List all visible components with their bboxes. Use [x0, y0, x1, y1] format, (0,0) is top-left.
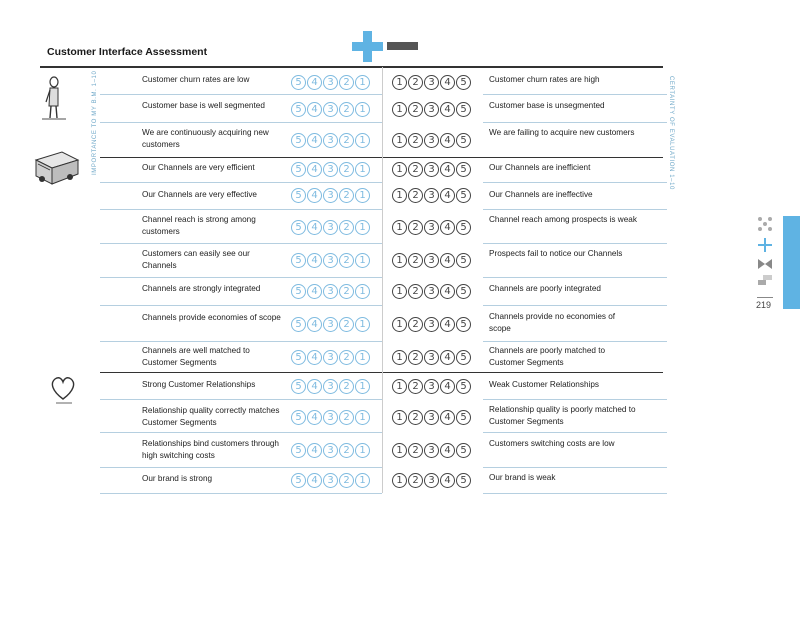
- rating-option[interactable]: 4: [440, 410, 455, 425]
- left-statement: Relationships bind customers through high switching costs: [142, 439, 279, 460]
- rating-option[interactable]: 5: [456, 75, 471, 90]
- rating-option[interactable]: 1: [355, 443, 370, 458]
- rating-option[interactable]: 3: [323, 133, 338, 148]
- importance-scale[interactable]: [291, 75, 370, 90]
- rating-option[interactable]: 1: [392, 133, 407, 148]
- rating-option[interactable]: 2: [339, 75, 354, 90]
- rating-option[interactable]: 2: [408, 284, 423, 299]
- rating-option[interactable]: 1: [355, 75, 370, 90]
- rating-option[interactable]: 3: [323, 162, 338, 177]
- rating-option[interactable]: 4: [307, 188, 322, 203]
- rating-option[interactable]: 1: [392, 443, 407, 458]
- certainty-scale[interactable]: [392, 220, 471, 235]
- rating-option[interactable]: 1: [392, 102, 407, 117]
- rating-option[interactable]: 1: [392, 162, 407, 177]
- left-statement: Channels are strongly integrated: [142, 284, 261, 293]
- rating-option[interactable]: 5: [291, 443, 306, 458]
- importance-scale[interactable]: [291, 253, 370, 268]
- rating-option[interactable]: 3: [424, 102, 439, 117]
- rating-option[interactable]: 4: [440, 162, 455, 177]
- rating-option[interactable]: 3: [323, 220, 338, 235]
- certainty-scale[interactable]: [392, 188, 471, 203]
- rating-option[interactable]: 2: [339, 162, 354, 177]
- rating-option[interactable]: 1: [392, 410, 407, 425]
- importance-scale[interactable]: [291, 162, 370, 177]
- heart-icon: [48, 373, 78, 407]
- rating-option[interactable]: 5: [456, 188, 471, 203]
- rating-option[interactable]: 2: [339, 220, 354, 235]
- rating-option[interactable]: 3: [424, 379, 439, 394]
- rating-option[interactable]: 5: [291, 102, 306, 117]
- rating-option[interactable]: 5: [456, 473, 471, 488]
- importance-scale[interactable]: [291, 284, 370, 299]
- person-figure-icon: [38, 76, 68, 122]
- rating-option[interactable]: 2: [408, 162, 423, 177]
- importance-axis-label: IMPORTANCE TO MY B.M. 1–10: [92, 70, 98, 175]
- assessment-row: [100, 158, 667, 183]
- rating-option[interactable]: 1: [355, 102, 370, 117]
- rating-option[interactable]: 2: [408, 253, 423, 268]
- rating-option[interactable]: 4: [307, 317, 322, 332]
- rating-option[interactable]: 1: [392, 284, 407, 299]
- rating-option[interactable]: 3: [323, 350, 338, 365]
- rating-option[interactable]: 4: [440, 220, 455, 235]
- rating-option[interactable]: 5: [291, 410, 306, 425]
- rating-option[interactable]: 4: [440, 188, 455, 203]
- rating-option[interactable]: 2: [339, 284, 354, 299]
- rating-option[interactable]: 4: [307, 162, 322, 177]
- certainty-axis-label: CERTAINTY OF EVALUATION 1–10: [668, 76, 674, 190]
- rating-option[interactable]: 2: [408, 443, 423, 458]
- rating-option[interactable]: 1: [392, 317, 407, 332]
- right-statement: Customer churn rates are high: [489, 75, 600, 84]
- rating-option[interactable]: 2: [339, 317, 354, 332]
- rating-option[interactable]: 5: [291, 317, 306, 332]
- certainty-scale[interactable]: [392, 162, 471, 177]
- rating-option[interactable]: 1: [355, 253, 370, 268]
- rating-option[interactable]: 1: [392, 188, 407, 203]
- rating-option[interactable]: 1: [392, 220, 407, 235]
- rating-option[interactable]: 2: [408, 410, 423, 425]
- rating-option[interactable]: 2: [408, 317, 423, 332]
- rating-option[interactable]: 5: [456, 379, 471, 394]
- rating-option[interactable]: 4: [440, 284, 455, 299]
- certainty-scale[interactable]: [392, 443, 471, 458]
- page-title: Customer Interface Assessment: [47, 46, 208, 58]
- rating-option[interactable]: 3: [323, 188, 338, 203]
- rating-option[interactable]: 1: [355, 410, 370, 425]
- truck-icon: [32, 148, 82, 192]
- assessment-row: [100, 307, 667, 342]
- importance-scale[interactable]: [291, 188, 370, 203]
- rating-option[interactable]: 3: [424, 473, 439, 488]
- rating-option[interactable]: 2: [408, 473, 423, 488]
- rating-option[interactable]: 1: [355, 284, 370, 299]
- rating-option[interactable]: 4: [440, 253, 455, 268]
- assessment-row: [100, 184, 667, 210]
- assessment-row: [100, 124, 667, 157]
- rating-option[interactable]: 1: [392, 253, 407, 268]
- importance-scale[interactable]: [291, 473, 370, 488]
- rating-option[interactable]: 4: [307, 75, 322, 90]
- rating-option[interactable]: 2: [339, 253, 354, 268]
- page-number-rule: [757, 297, 773, 298]
- left-statement: We are continuously acquiring new customers: [142, 128, 269, 149]
- rating-option[interactable]: 5: [456, 284, 471, 299]
- assessment-row: [100, 211, 667, 244]
- rating-option[interactable]: 3: [424, 133, 439, 148]
- rating-option[interactable]: 3: [424, 350, 439, 365]
- rating-option[interactable]: 2: [408, 220, 423, 235]
- left-statement: Channel reach is strong among customers: [142, 215, 256, 236]
- rating-option[interactable]: 5: [456, 443, 471, 458]
- rating-option[interactable]: 1: [355, 162, 370, 177]
- right-statement: Channels are poorly matched to Customer Segments: [489, 346, 606, 367]
- page-number: 219: [756, 300, 772, 310]
- assessment-row: [100, 72, 667, 95]
- rating-option[interactable]: 2: [408, 133, 423, 148]
- rating-option[interactable]: 5: [291, 379, 306, 394]
- dots-icon: [756, 215, 774, 233]
- rating-option[interactable]: 1: [392, 350, 407, 365]
- certainty-scale[interactable]: [392, 253, 471, 268]
- rating-option[interactable]: 5: [291, 473, 306, 488]
- bowtie-icon: [757, 258, 773, 270]
- left-statement: Our Channels are very efficient: [142, 163, 255, 172]
- left-statement: Strong Customer Relationships: [142, 380, 256, 389]
- right-statement: Prospects fail to notice our Channels: [489, 249, 623, 258]
- rating-option[interactable]: 3: [424, 253, 439, 268]
- rating-option[interactable]: 2: [339, 102, 354, 117]
- rating-option[interactable]: 4: [307, 102, 322, 117]
- rating-option[interactable]: 5: [291, 162, 306, 177]
- right-statement: Relationship quality is poorly matched to Customer Segments: [489, 405, 636, 426]
- importance-scale[interactable]: [291, 410, 370, 425]
- assessment-row: [100, 434, 667, 468]
- left-statement: Customers can easily see our Channels: [142, 249, 250, 270]
- importance-scale[interactable]: [291, 102, 370, 117]
- rating-option[interactable]: 1: [392, 473, 407, 488]
- rating-option[interactable]: 3: [323, 317, 338, 332]
- rating-option[interactable]: 5: [291, 75, 306, 90]
- rating-option[interactable]: 3: [323, 473, 338, 488]
- left-statement: Our Channels are very effective: [142, 190, 257, 199]
- rating-option[interactable]: 2: [339, 410, 354, 425]
- certainty-scale[interactable]: [392, 317, 471, 332]
- certainty-scale[interactable]: [392, 379, 471, 394]
- rating-option[interactable]: 5: [291, 220, 306, 235]
- rating-option[interactable]: 5: [291, 350, 306, 365]
- right-statement: Customers switching costs are low: [489, 439, 615, 448]
- right-statement: Our brand is weak: [489, 473, 556, 482]
- rating-option[interactable]: 2: [408, 188, 423, 203]
- rating-option[interactable]: 5: [456, 220, 471, 235]
- rating-option[interactable]: 4: [440, 379, 455, 394]
- rating-option[interactable]: 3: [323, 75, 338, 90]
- rating-option[interactable]: 4: [440, 133, 455, 148]
- rating-option[interactable]: 5: [456, 317, 471, 332]
- header-rule: [40, 66, 663, 68]
- assessment-row: [100, 245, 667, 278]
- rating-option[interactable]: 4: [307, 379, 322, 394]
- rating-option[interactable]: 2: [339, 188, 354, 203]
- importance-scale[interactable]: [291, 379, 370, 394]
- importance-scale[interactable]: [291, 443, 370, 458]
- rating-option[interactable]: 3: [323, 443, 338, 458]
- rating-option[interactable]: 2: [339, 443, 354, 458]
- plus-nav-icon: [757, 237, 773, 253]
- rating-option[interactable]: 4: [307, 284, 322, 299]
- rating-option[interactable]: 3: [424, 443, 439, 458]
- certainty-scale[interactable]: [392, 102, 471, 117]
- rating-option[interactable]: 4: [440, 473, 455, 488]
- certainty-scale[interactable]: [392, 410, 471, 425]
- rating-option[interactable]: 3: [323, 410, 338, 425]
- right-statement: We are failing to acquire new customers: [489, 128, 635, 137]
- rating-option[interactable]: 5: [291, 133, 306, 148]
- rating-option[interactable]: 3: [424, 284, 439, 299]
- rating-option[interactable]: 3: [323, 102, 338, 117]
- right-statement: Channels provide no economies of scope: [489, 312, 616, 333]
- rating-option[interactable]: 3: [424, 410, 439, 425]
- rating-option[interactable]: 5: [291, 253, 306, 268]
- rating-option[interactable]: 5: [456, 410, 471, 425]
- rating-option[interactable]: 1: [355, 188, 370, 203]
- rating-option[interactable]: 1: [355, 473, 370, 488]
- right-statement: Our Channels are inefficient: [489, 163, 591, 172]
- right-statement: Customer base is unsegmented: [489, 101, 605, 110]
- rating-option[interactable]: 4: [307, 253, 322, 268]
- rating-option[interactable]: 3: [323, 379, 338, 394]
- rating-option[interactable]: 1: [392, 75, 407, 90]
- rating-option[interactable]: 4: [307, 473, 322, 488]
- rating-option[interactable]: 2: [408, 102, 423, 117]
- left-statement: Relationship quality correctly matches Customer Segments: [142, 406, 280, 427]
- assessment-row: [100, 279, 667, 306]
- rating-option[interactable]: 4: [440, 350, 455, 365]
- rating-option[interactable]: 2: [339, 350, 354, 365]
- rating-option[interactable]: 5: [291, 284, 306, 299]
- rating-option[interactable]: 5: [456, 133, 471, 148]
- rating-option[interactable]: 1: [355, 133, 370, 148]
- rating-option[interactable]: 4: [440, 102, 455, 117]
- rating-option[interactable]: 5: [291, 188, 306, 203]
- rating-option[interactable]: 5: [456, 253, 471, 268]
- rating-option[interactable]: 5: [456, 162, 471, 177]
- assessment-row: [100, 373, 667, 400]
- left-statement: Our brand is strong: [142, 474, 213, 483]
- rating-option[interactable]: 3: [323, 284, 338, 299]
- right-statement: Channel reach among prospects is weak: [489, 215, 637, 224]
- rating-option[interactable]: 4: [307, 443, 322, 458]
- importance-scale[interactable]: [291, 133, 370, 148]
- rating-option[interactable]: 4: [307, 220, 322, 235]
- certainty-scale[interactable]: [392, 75, 471, 90]
- assessment-row: [100, 343, 667, 372]
- right-statement: Our Channels are ineffective: [489, 190, 593, 199]
- rating-option[interactable]: 2: [408, 379, 423, 394]
- minus-icon: [387, 42, 418, 50]
- rating-option[interactable]: 3: [424, 188, 439, 203]
- left-statement: Channels provide economies of scope: [142, 313, 281, 322]
- rating-option[interactable]: 4: [440, 75, 455, 90]
- left-statement: Channels are well matched to Customer Segments: [142, 346, 250, 367]
- rating-option[interactable]: 3: [424, 162, 439, 177]
- rating-option[interactable]: 3: [424, 220, 439, 235]
- rating-option[interactable]: 3: [424, 75, 439, 90]
- rating-option[interactable]: 1: [355, 220, 370, 235]
- certainty-scale[interactable]: [392, 133, 471, 148]
- assessment-row: [100, 469, 667, 494]
- certainty-scale[interactable]: [392, 473, 471, 488]
- importance-scale[interactable]: [291, 350, 370, 365]
- left-statement: Customer churn rates are low: [142, 75, 250, 84]
- rating-option[interactable]: 4: [307, 410, 322, 425]
- rating-option[interactable]: 1: [392, 379, 407, 394]
- certainty-scale[interactable]: [392, 350, 471, 365]
- chapter-tab[interactable]: [783, 216, 800, 309]
- rating-option[interactable]: 1: [355, 379, 370, 394]
- rating-option[interactable]: 2: [339, 379, 354, 394]
- importance-scale[interactable]: [291, 317, 370, 332]
- rating-option[interactable]: 5: [456, 102, 471, 117]
- assessment-row: [100, 401, 667, 433]
- rating-option[interactable]: 2: [339, 133, 354, 148]
- rating-option[interactable]: 1: [355, 350, 370, 365]
- rating-option[interactable]: 2: [339, 473, 354, 488]
- rating-option[interactable]: 4: [307, 133, 322, 148]
- rating-option[interactable]: 2: [408, 75, 423, 90]
- rating-option[interactable]: 1: [355, 317, 370, 332]
- left-statement: Customer base is well segmented: [142, 101, 265, 110]
- right-statement: Weak Customer Relationships: [489, 380, 599, 389]
- steps-icon: [757, 274, 773, 286]
- rating-option[interactable]: 4: [440, 443, 455, 458]
- rating-option[interactable]: 3: [323, 253, 338, 268]
- right-statement: Channels are poorly integrated: [489, 284, 601, 293]
- rating-option[interactable]: 5: [456, 350, 471, 365]
- certainty-scale[interactable]: [392, 284, 471, 299]
- rating-option[interactable]: 4: [307, 350, 322, 365]
- rating-option[interactable]: 4: [440, 317, 455, 332]
- importance-scale[interactable]: [291, 220, 370, 235]
- rating-option[interactable]: 3: [424, 317, 439, 332]
- assessment-row: [100, 96, 667, 123]
- rating-option[interactable]: 2: [408, 350, 423, 365]
